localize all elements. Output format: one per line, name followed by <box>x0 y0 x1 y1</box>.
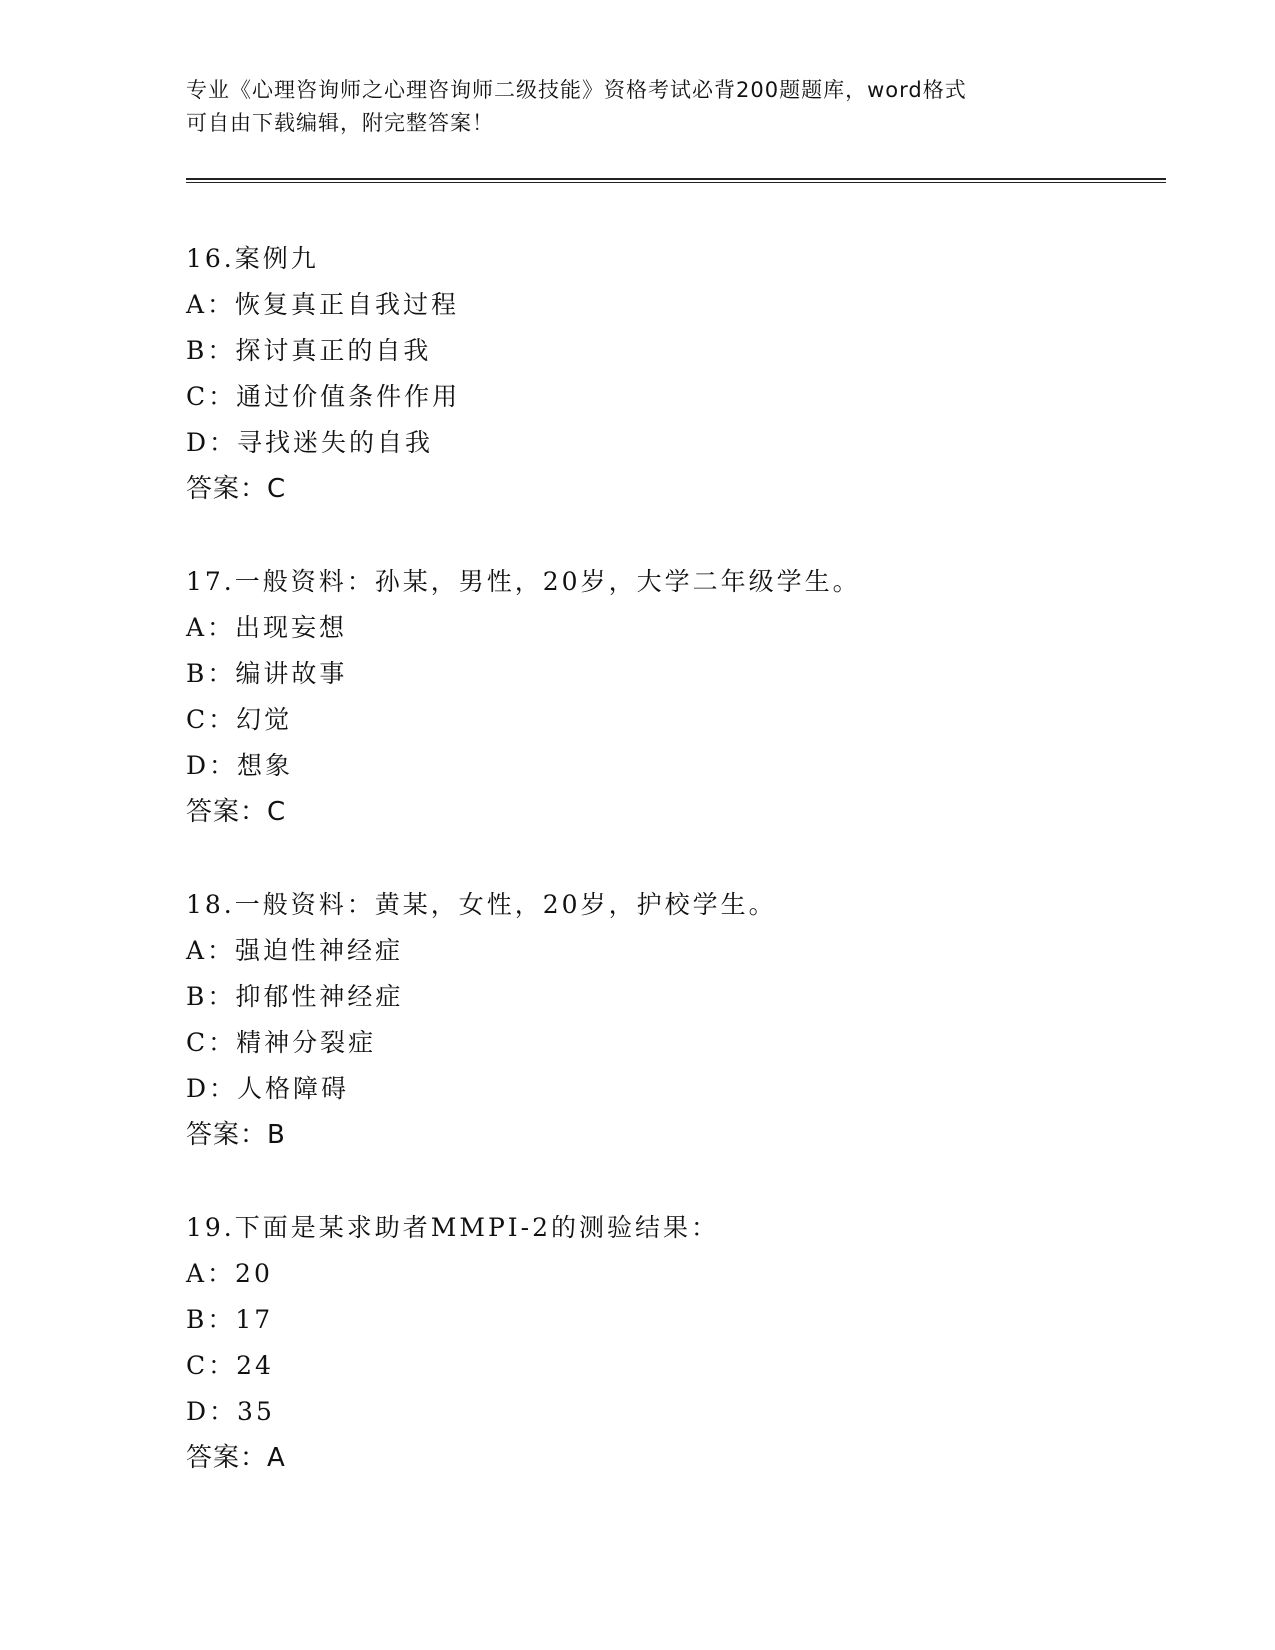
header-divider <box>186 178 1166 183</box>
option-b: B：探讨真正的自我 <box>186 336 432 365</box>
option-a: A：20 <box>186 1259 273 1288</box>
option-c: C：通过价值条件作用 <box>186 382 461 411</box>
question-17 <box>186 559 1166 835</box>
question-stem: 17.一般资料：孙某，男性，20岁，大学二年级学生。 <box>186 567 861 596</box>
option-b: B：17 <box>186 1305 274 1334</box>
option-d: D：寻找迷失的自我 <box>186 428 434 457</box>
header-title-line-2: 可自由下载编辑，附完整答案！ <box>186 111 494 135</box>
answer-line: 答案：A <box>186 1443 286 1473</box>
question-stem: 16.案例九 <box>186 244 319 273</box>
option-c: C：24 <box>186 1351 274 1380</box>
question-16 <box>186 236 1166 512</box>
option-c: C：精神分裂症 <box>186 1028 377 1057</box>
question-stem: 19.下面是某求助者MMPI-2的测验结果： <box>186 1213 720 1242</box>
question-18 <box>186 882 1166 1158</box>
answer-line: 答案：C <box>186 474 287 504</box>
document-header <box>186 74 1086 140</box>
answer-line: 答案：B <box>186 1120 286 1150</box>
option-a: A：出现妄想 <box>186 613 348 642</box>
option-a: A：恢复真正自我过程 <box>186 290 460 319</box>
option-b: B：抑郁性神经症 <box>186 982 404 1011</box>
header-title-line-1: 专业《心理咨询师之心理咨询师二级技能》资格考试必背200题题库，word格式 <box>186 78 967 102</box>
option-d: D：想象 <box>186 751 294 780</box>
option-d: D：35 <box>186 1397 275 1426</box>
answer-line: 答案：C <box>186 797 287 827</box>
option-b: B：编讲故事 <box>186 659 348 688</box>
question-stem: 18.一般资料：黄某，女性，20岁，护校学生。 <box>186 890 777 919</box>
option-c: C：幻觉 <box>186 705 293 734</box>
option-a: A：强迫性神经症 <box>186 936 404 965</box>
question-19 <box>186 1205 1166 1481</box>
option-d: D：人格障碍 <box>186 1074 350 1103</box>
